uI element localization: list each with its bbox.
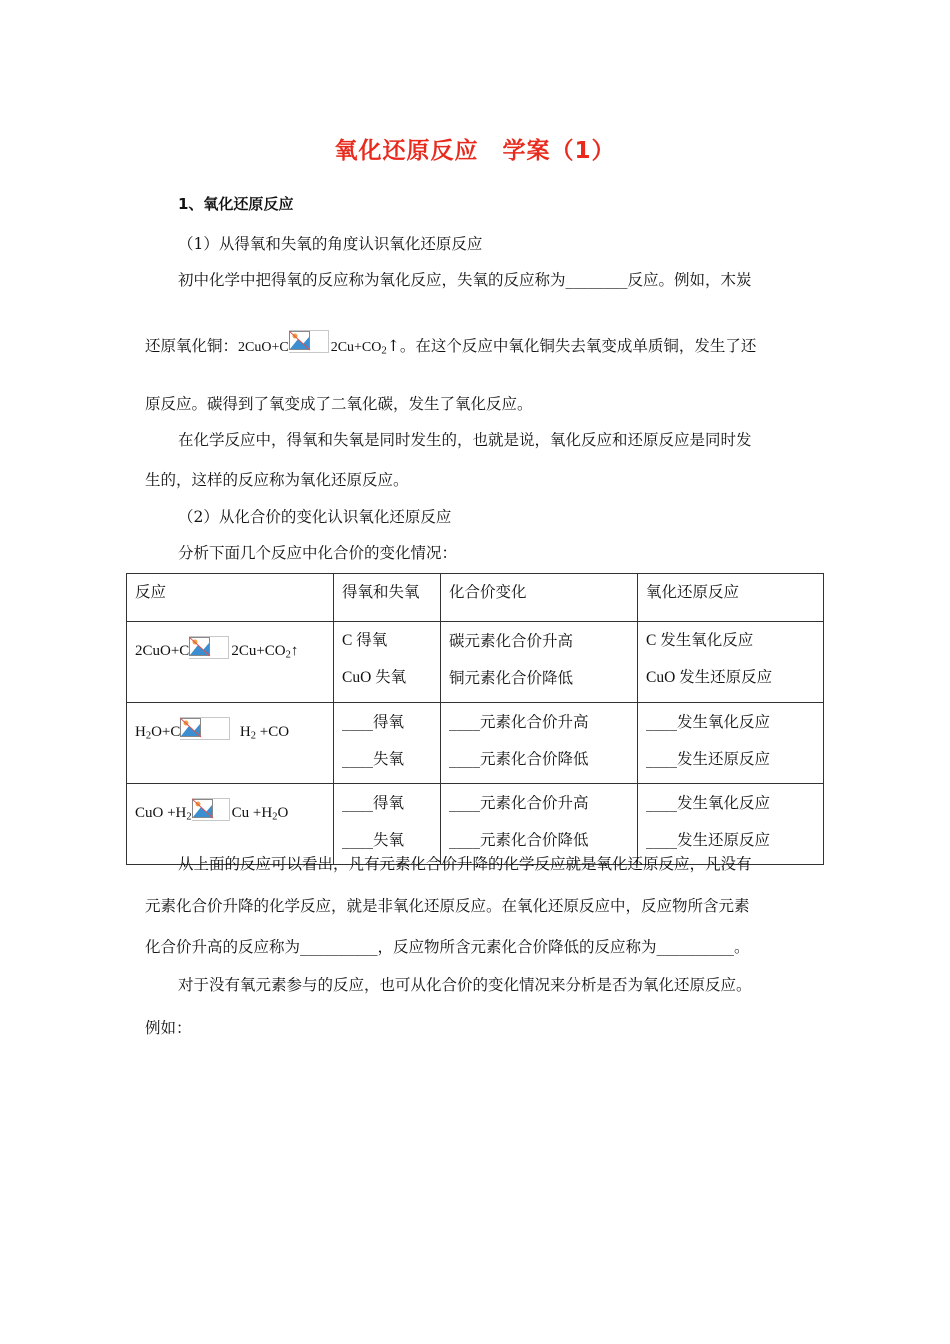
page-title: 氧化还原反应 学案（1） — [334, 138, 616, 164]
equation-left: 2CuO+C — [238, 340, 289, 355]
valence-line: ____元素化合价降低 — [449, 750, 589, 768]
table-row — [127, 703, 824, 784]
equation-part: H — [239, 724, 251, 740]
paragraph-line-equation — [145, 330, 756, 357]
valence-line: 碳元素化合价升高 — [449, 632, 574, 650]
table-header-cell: 氧化还原反应 — [646, 583, 740, 601]
reaction-equation — [127, 622, 333, 661]
reaction-equation — [127, 784, 333, 823]
paragraph-line: 生的，这样的反应称为氧化还原反应。 — [145, 471, 409, 489]
paragraph-line: 从上面的反应可以看出，凡有元素化合价升降的化学反应就是氧化还原反应，凡没有 — [178, 855, 752, 873]
broken-image-icon — [192, 798, 230, 821]
redox-line: C 发生氧化反应 — [646, 632, 754, 649]
oxygen-line: ____得氧 — [342, 794, 405, 812]
oxygen-line: ____失氧 — [342, 750, 405, 768]
text-span: 。在这个反应中氧化铜失去氧变成单质铜，发生了还 — [399, 337, 757, 355]
table-header-cell: 得氧和失氧 — [342, 583, 420, 601]
equation-part: O — [277, 805, 289, 821]
equation-part: Cu +H — [231, 805, 273, 821]
equation-subscript: 2 — [272, 811, 278, 823]
oxygen-line: ____失氧 — [342, 831, 405, 849]
equation-right: 2Cu+CO — [231, 643, 286, 659]
equation-subscript: 2 — [250, 730, 256, 742]
valence-line: ____元素化合价升高 — [449, 794, 589, 812]
redox-line: ____发生氧化反应 — [646, 794, 771, 812]
table-row — [127, 622, 824, 703]
paragraph-line: 化合价升高的反应称为__________，反应物所含元素化合价降低的反应称为__________。 — [145, 938, 750, 956]
paragraph-line: 对于没有氧元素参与的反应，也可从化合价的变化情况来分析是否为氧化还原反应。 — [178, 976, 752, 994]
table-header-cell: 化合价变化 — [449, 583, 527, 601]
valence-line: ____元素化合价升高 — [449, 713, 589, 731]
redox-line: CuO 发生还原反应 — [646, 669, 773, 686]
broken-image-icon — [189, 636, 229, 659]
oxygen-line: CuO 失氧 — [342, 669, 407, 686]
equation-part: O+C — [151, 724, 181, 740]
oxygen-line: C 得氧 — [342, 632, 388, 649]
paragraph-line: 在化学反应中，得氧和失氧是同时发生的，也就是说，氧化反应和还原反应是同时发 — [178, 431, 752, 449]
paragraph-line: 元素化合价升降的化学反应，就是非氧化还原反应。在氧化还原反应中，反应物所含元素 — [145, 897, 750, 915]
broken-image-icon — [289, 330, 329, 353]
subheading-1: （1）从得氧和失氧的角度认识氧化还原反应 — [178, 235, 483, 253]
section-heading: 1、氧化还原反应 — [178, 195, 294, 213]
equation-subscript: 2 — [285, 649, 291, 661]
equation-right: 2Cu+CO — [330, 340, 382, 355]
equation-part: +CO — [255, 724, 290, 740]
oxygen-line: ____得氧 — [342, 713, 405, 731]
subheading-2: （2）从化合价的变化认识氧化还原反应 — [178, 508, 452, 526]
redox-line: ____发生氧化反应 — [646, 713, 771, 731]
redox-line: ____发生还原反应 — [646, 831, 771, 849]
reaction-table — [126, 573, 824, 865]
gas-arrow: ↑ — [290, 643, 299, 659]
equation-subscript: 2 — [381, 344, 387, 357]
equation-part: CuO +H — [135, 805, 187, 821]
paragraph-line: 分析下面几个反应中化合价的变化情况： — [178, 544, 458, 562]
broken-image-icon — [180, 717, 230, 740]
paragraph-line: 例如： — [145, 1019, 192, 1037]
redox-line: ____发生还原反应 — [646, 750, 771, 768]
equation-subscript: 2 — [186, 811, 192, 823]
equation-left: 2CuO+C — [135, 643, 190, 659]
paragraph-line: 初中化学中把得氧的反应称为氧化反应，失氧的反应称为________反应。例如，木炭 — [178, 271, 752, 289]
valence-line: ____元素化合价降低 — [449, 831, 589, 849]
gas-arrow: ↑ — [386, 337, 400, 355]
table-header-cell: 反应 — [135, 583, 167, 601]
table-header-row — [127, 574, 824, 622]
equation-part: H — [135, 724, 146, 740]
valence-line: 铜元素化合价降低 — [449, 669, 574, 687]
equation-subscript: 2 — [145, 730, 152, 742]
text-span: 还原氧化铜： — [145, 337, 239, 355]
reaction-equation — [127, 703, 333, 742]
paragraph-line: 原反应。碳得到了氧变成了二氧化碳，发生了氧化反应。 — [145, 395, 533, 413]
